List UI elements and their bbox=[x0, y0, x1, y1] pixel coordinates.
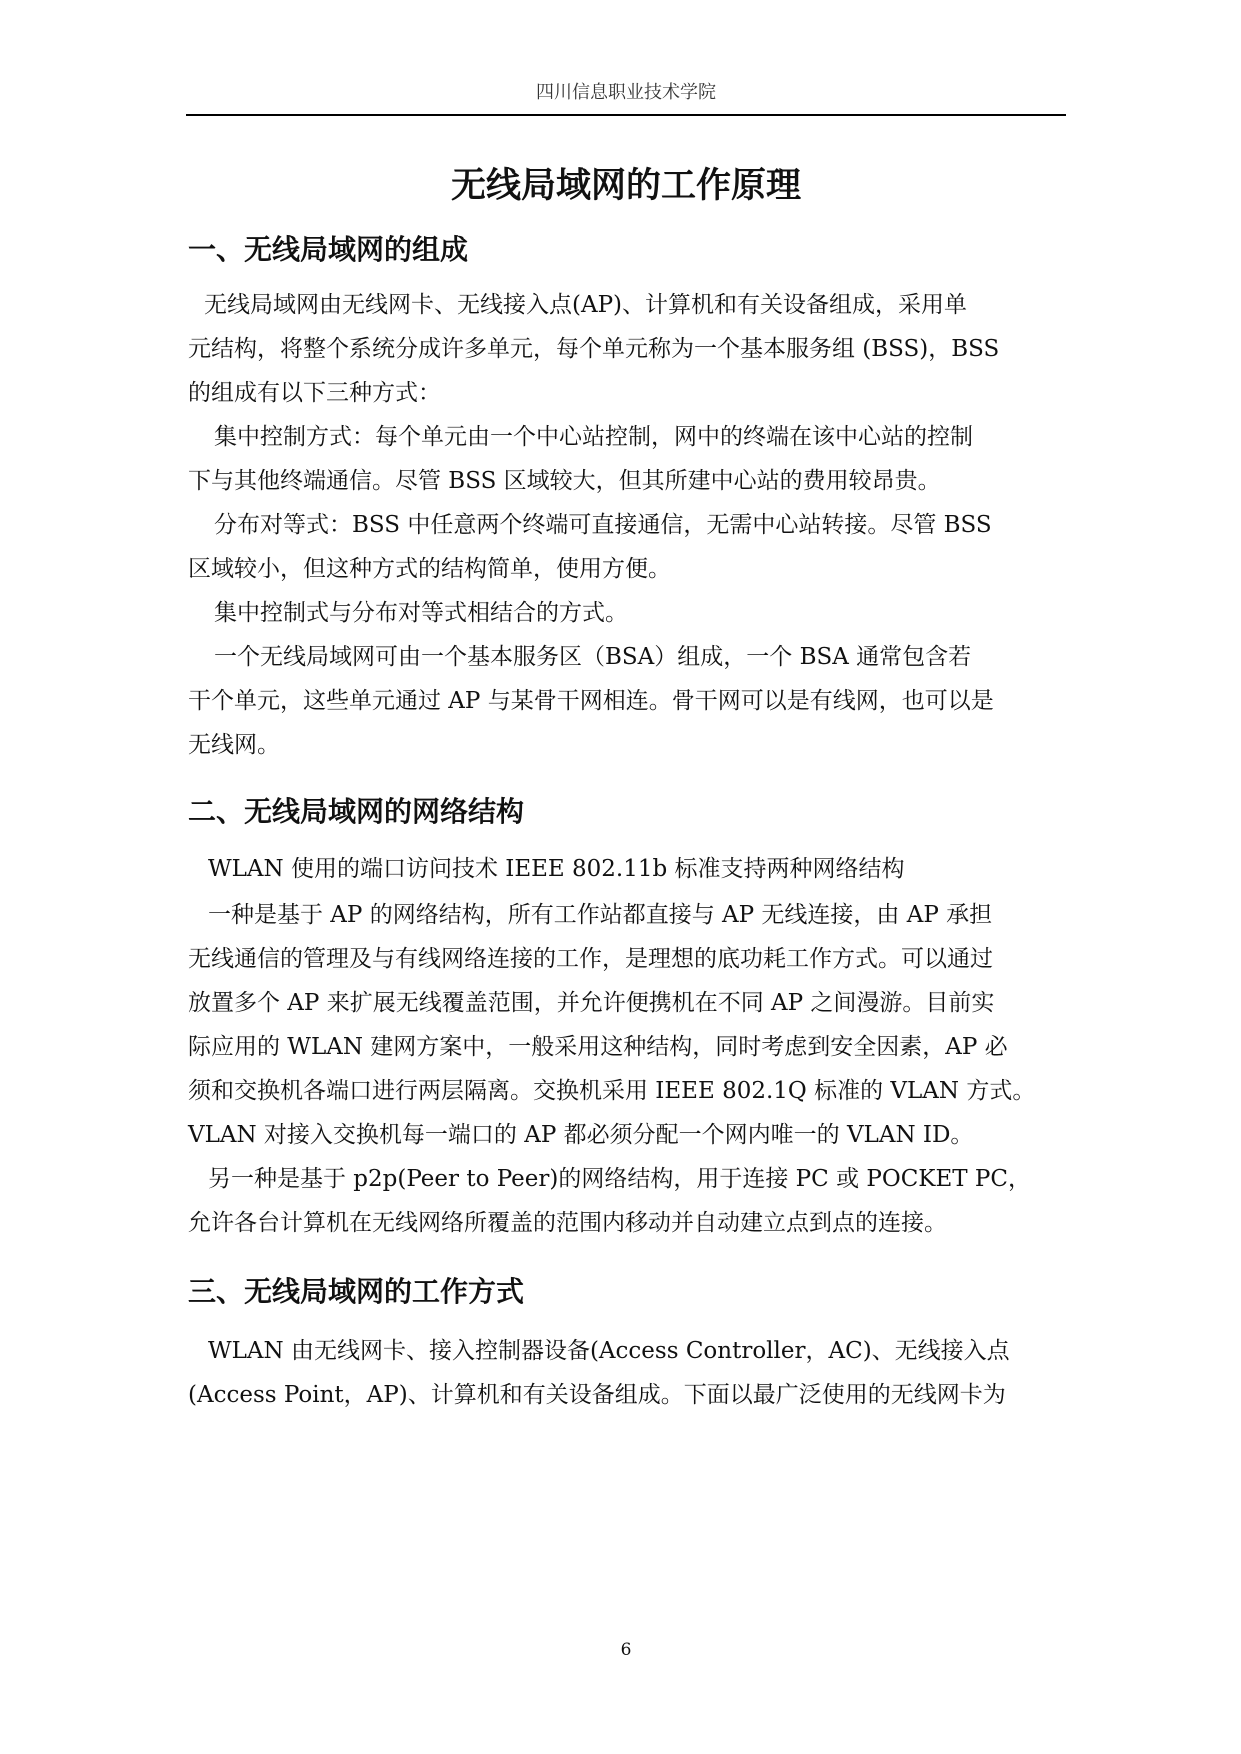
section-1-line: 集中控制方式：每个单元由一个中心站控制，网中的终端在该中心站的控制 bbox=[214, 424, 973, 450]
section-1-line: 干个单元，这些单元通过 AP 与某骨干网相连。骨干网可以是有线网，也可以是 bbox=[188, 688, 994, 714]
section-2-line: 际应用的 WLAN 建网方案中，一般采用这种结构，同时考虑到安全因素，AP 必 bbox=[188, 1034, 1008, 1060]
section-2-line: 一种是基于 AP 的网络结构，所有工作站都直接与 AP 无线连接，由 AP 承担 bbox=[208, 902, 993, 928]
section-1-line: 区域较小，但这种方式的结构简单，使用方便。 bbox=[188, 556, 671, 582]
section-3-line: WLAN 由无线网卡、接入控制器设备(Access Controller，AC)、无线接入点 bbox=[208, 1338, 1010, 1364]
section-1-line: 集中控制式与分布对等式相结合的方式。 bbox=[214, 600, 628, 626]
section-1-line: 的组成有以下三种方式： bbox=[188, 380, 441, 406]
section-3-heading: 三、无线局域网的工作方式 bbox=[188, 1275, 525, 1308]
section-1-line: 下与其他终端通信。尽管 BSS 区域较大，但其所建中心站的费用较昂贵。 bbox=[188, 468, 941, 494]
section-1-line: 分布对等式：BSS 中任意两个终端可直接通信，无需中心站转接。尽管 BSS bbox=[214, 512, 992, 538]
section-2-line: 放置多个 AP 来扩展无线覆盖范围，并允许便携机在不同 AP 之间漫游。目前实 bbox=[188, 990, 995, 1016]
section-1-heading: 一、无线局域网的组成 bbox=[188, 233, 469, 266]
section-2-line: 须和交换机各端口进行两层隔离。交换机采用 IEEE 802.1Q 标准的 VLAN 方式。 bbox=[188, 1078, 1036, 1104]
section-1-line: 无线网。 bbox=[188, 732, 280, 758]
document-title: 无线局域网的工作原理 bbox=[450, 166, 801, 206]
section-1-line: 一个无线局域网可由一个基本服务区（BSA）组成，一个 BSA 通常包含若 bbox=[214, 644, 972, 670]
page-number: 6 bbox=[620, 1640, 632, 1660]
section-2-heading: 二、无线局域网的网络结构 bbox=[188, 795, 525, 828]
section-1-line: 元结构，将整个系统分成许多单元，每个单元称为一个基本服务组 (BSS)，BSS bbox=[188, 336, 1000, 362]
section-1-line: 无线局域网由无线网卡、无线接入点(AP)、计算机和有关设备组成，采用单 bbox=[204, 292, 968, 318]
section-3-line: (Access Point，AP)、计算机和有关设备组成。下面以最广泛使用的无线网卡为 bbox=[188, 1382, 1006, 1408]
page-header: 四川信息职业技术学院 bbox=[536, 82, 716, 103]
section-2-line: VLAN 对接入交换机每一端口的 AP 都必须分配一个网内唯一的 VLAN ID。 bbox=[188, 1122, 974, 1148]
section-2-line: WLAN 使用的端口访问技术 IEEE 802.11b 标准支持两种网络结构 bbox=[208, 856, 905, 882]
section-2-line: 无线通信的管理及与有线网络连接的工作，是理想的底功耗工作方式。可以通过 bbox=[188, 946, 993, 972]
section-2-line: 允许各台计算机在无线网络所覆盖的范围内移动并自动建立点到点的连接。 bbox=[188, 1210, 947, 1236]
header-rule bbox=[186, 114, 1066, 116]
section-2-line: 另一种是基于 p2p(Peer to Peer)的网络结构，用于连接 PC 或 POCKET PC， bbox=[208, 1166, 1032, 1192]
